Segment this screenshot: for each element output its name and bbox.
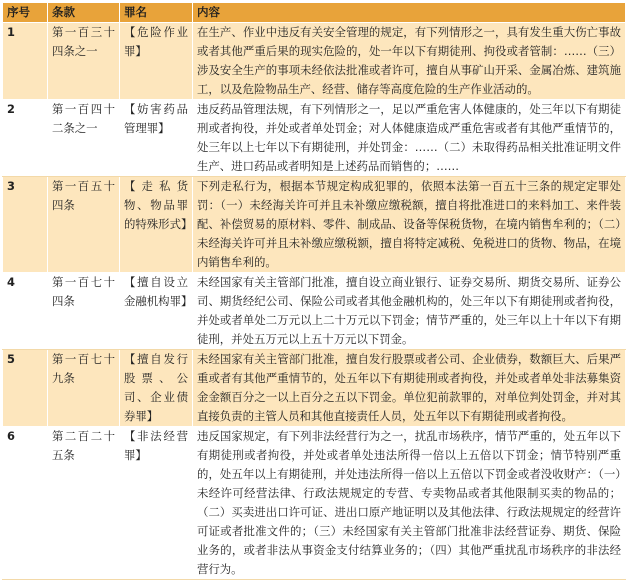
row-article: 第一百七十九条 bbox=[48, 350, 120, 427]
table-row bbox=[3, 273, 626, 350]
header-crime: 罪名 bbox=[120, 3, 193, 23]
row-crime: 【妨害药品管理罪】 bbox=[120, 100, 193, 177]
row-article: 第一百七十四条 bbox=[48, 273, 120, 350]
row-content: 下列走私行为，根据本节规定构成犯罪的，依照本法第一百五十三条的规定定罪处罚：（一）未经海关许可并且未补缴应缴税额，擅自将批准进口的来料加工、来件装配、补偿贸易的原材料、零件、制成品、设备等保税货物，在境内销售牟利的；（二）未经海关许可并且未补缴应缴税额，擅自将特定减税、免税进口的货物、物品，在境内销售牟利的。 bbox=[193, 177, 626, 273]
row-crime: 【危险作业罪】 bbox=[120, 23, 193, 100]
row-article: 第一百四十二条之一 bbox=[48, 100, 120, 177]
row-num: 1 bbox=[3, 23, 48, 100]
table-header-row bbox=[3, 3, 626, 23]
row-crime: 【走私货物、物品罪的特殊形式】 bbox=[120, 177, 193, 273]
row-crime: 【擅自发行股票、公司、企业债券罪】 bbox=[120, 350, 193, 427]
row-num: 4 bbox=[3, 273, 48, 350]
row-content: 未经国家有关主管部门批准，擅自设立商业银行、证券交易所、期货交易所、证券公司、期货经纪公司、保险公司或者其他金融机构的，处三年以下有期徒刑或者拘役，并处或者单处二万元以上二十万元以下罚金；情节严重的，处三年以上十年以下有期徒刑，并处五万元以上五十万元以下罚金。 bbox=[193, 273, 626, 350]
row-content: 违反国家规定，有下列非法经营行为之一，扰乱市场秩序，情节严重的，处五年以下有期徒刑或者拘役，并处或者单处违法所得一倍以上五倍以下罚金；情节特别严重的，处五年以上有期徒刑，并处违法所得一倍以上五倍以下罚金或者没收财产：（一）未经许可经营法律、行政法规规定的专营、专卖物品或者其他限制买卖的物品的；（二）买卖进出口许可证、进出口原产地证明以及其他法律、行政法规规定的经营许可证或者批准文件的；（三）未经国家有关主管部门批准非法经营证券、期货、保险业务的，或者非法从事资金支付结算业务的；（四）其他严重扰乱市场秩序的非法经营行为。 bbox=[193, 427, 626, 580]
row-article: 第二百二十五条 bbox=[48, 427, 120, 580]
row-content: 未经国家有关主管部门批准，擅自发行股票或者公司、企业债券，数额巨大、后果严重或者有其他严重情节的，处五年以下有期徒刑或者拘役，并处或者单处非法募集资金金额百分之一以上百分之五以下罚金。单位犯前款罪的，对单位判处罚金，并对其直接负责的主管人员和其他直接责任人员，处五年以下有期徒刑或者拘役。 bbox=[193, 350, 626, 427]
row-article: 第一百五十四条 bbox=[48, 177, 120, 273]
row-content: 违反药品管理法规，有下列情形之一，足以严重危害人体健康的，处三年以下有期徒刑或者拘役，并处或者单处罚金；对人体健康造成严重危害或者有其他严重情节的，处三年以上七年以下有期徒刑，并处罚金：……（二）未取得药品相关批准证明文件生产、进口药品或者明知是上述药品而销售的；…… bbox=[193, 100, 626, 177]
row-article: 第一百三十四条之一 bbox=[48, 23, 120, 100]
table-row bbox=[3, 100, 626, 177]
table-row bbox=[3, 177, 626, 273]
table-row bbox=[3, 23, 626, 100]
header-article: 条款 bbox=[48, 3, 120, 23]
row-num: 5 bbox=[3, 350, 48, 427]
row-num: 2 bbox=[3, 100, 48, 177]
row-num: 3 bbox=[3, 177, 48, 273]
row-crime: 【非法经营罪】 bbox=[120, 427, 193, 580]
row-content: 在生产、作业中违反有关安全管理的规定，有下列情形之一，具有发生重大伤亡事故或者其他严重后果的现实危险的，处一年以下有期徒刑、拘役或者管制：……（三）涉及安全生产的事项未经依法批准或者许可，擅自从事矿山开采、金属冶炼、建筑施工，以及危险物品生产、经营、储存等高度危险的生产作业活动的。 bbox=[193, 23, 626, 100]
legal-articles-table bbox=[2, 2, 626, 580]
table-row bbox=[3, 350, 626, 427]
row-crime: 【擅自设立金融机构罪】 bbox=[120, 273, 193, 350]
table-row bbox=[3, 427, 626, 580]
header-num: 序号 bbox=[3, 3, 48, 23]
header-content: 内容 bbox=[193, 3, 626, 23]
row-num: 6 bbox=[3, 427, 48, 580]
